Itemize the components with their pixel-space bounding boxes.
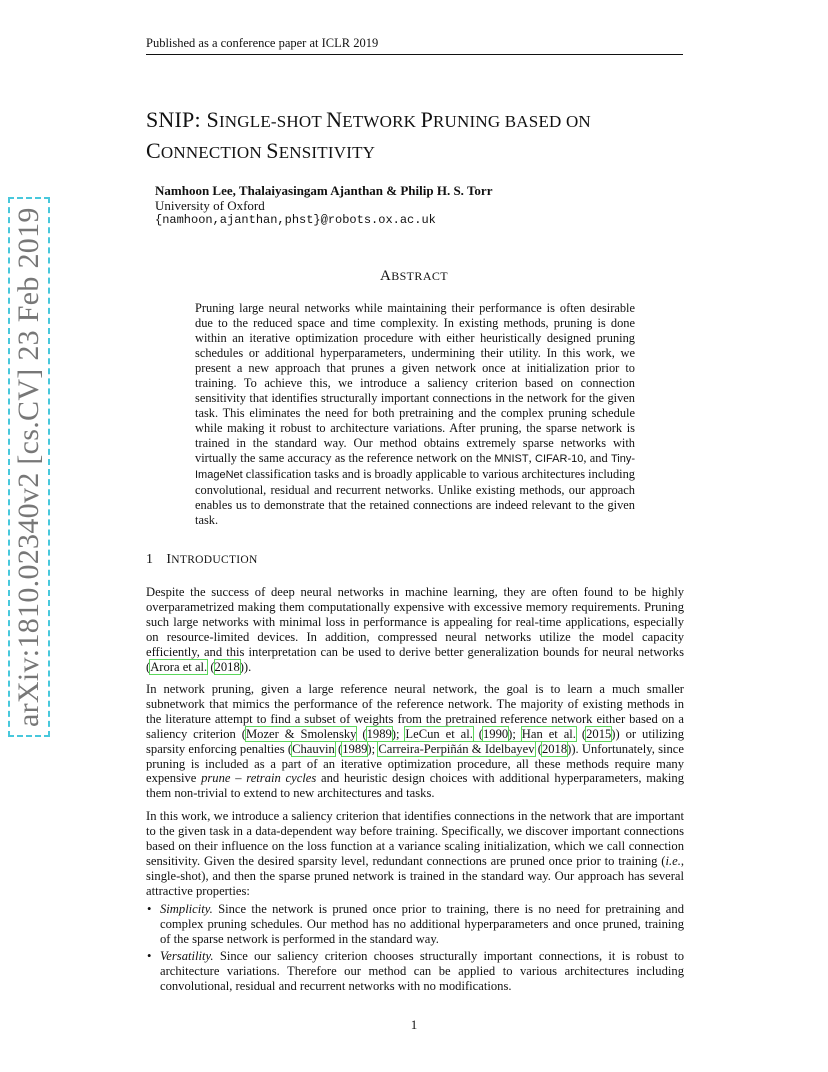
citation-carreira-year[interactable]: 2018 [541, 741, 568, 756]
page-number: 1 [410, 1017, 418, 1032]
section-number: 1 [146, 552, 154, 567]
dataset-mnist: MNIST [494, 453, 529, 465]
author-affiliation: University of Oxford [155, 198, 265, 213]
citation-arora[interactable]: Arora et al. [150, 659, 208, 674]
section-heading-introduction: 1 INTRODUCTION [146, 552, 258, 567]
intro-paragraph-1: Despite the success of deep neural networks in machine learning, they are often found to be highly overparametrized making them computationally expensive with excessive memory requirements. Pruning such large networks with minimal loss in performance is appealing for real-time applications, especially on resource-limited devices. In addition, compressed neural networks utilize the model capacity efficiently, and this interpretation can be used to derive better generalization bounds for neural networks (Arora et al. (2018)). [146, 585, 684, 674]
intro-paragraph-2: In network pruning, given a large reference neural network, the goal is to learn a much smaller subnetwork that mimics the performance of the reference network. The majority of existing methods in the literature attempt to find a subset of weights from the pretrained reference network either based on a saliency criterion (Mozer & Smolensky (1989); LeCun et al. (1990); Han et al. (2015)) or utilizing sparsity enforcing penalties (Chauvin (1989); Carreira-Perpiñán & Idelbayev (2018)). Unfortunately, since pruning is included as a part of an iterative optimization procedure, all these methods require many expensive prune – retrain cycles and heuristic design choices with additional hyperparameters, making them non-trivial to extend to new architectures and tasks. [146, 682, 685, 801]
citation-han[interactable]: Han et al. [521, 726, 576, 741]
running-header: Published as a conference paper at ICLR 2019 [146, 36, 683, 55]
author-names: Namhoon Lee, Thalaiyasingam Ajanthan & Philip H. S. Torr [155, 183, 493, 198]
dataset-tiny-imagenet: Tiny-ImageNet [195, 453, 636, 481]
citation-lecun[interactable]: LeCun et al. [405, 726, 473, 741]
abstract-text: Pruning large neural networks while maintaining their performance is often desirable due to the reduced space and time complexity. In existing methods, pruning is done within an iterative optimization procedure with either heuristically designed pruning schedules or additional hyperparameters, undermining their utility. In this work, we present a new approach that prunes a given network once at initialization prior to training. To achieve this, we introduce a saliency criterion based on connection sensitivity that identifies structurally important connections in the network for the given task. This eliminates the need for both pretraining and the complex pruning schedule while making it robust to architecture variations. After pruning, the sparse network is trained in the standard way. Our method obtains extremely sparse networks with virtually the same accuracy as the reference network on the MNIST, CIFAR-10, and Tiny-ImageNet classification tasks and is broadly applicable to various architectures including convolutional, residual and recurrent networks. Unlike existing methods, our approach enables us to demonstrate that the retained connections are indeed relevant to the given task. [195, 301, 636, 527]
citation-chauvin-year[interactable]: 1989 [342, 741, 368, 756]
abstract-heading: ABSTRACT [379, 268, 449, 284]
citation-arora-year[interactable]: 2018 [214, 659, 240, 674]
paper-title [146, 105, 706, 167]
list-item-simplicity: • Simplicity. Since the network is pruned once prior to training, there is no need for pretraining and complex pruning schedules. Our method has no additional hyperparameters and once pruned, training of the sparse network is performed in the standard way. [147, 902, 684, 946]
author-email: {namhoon,ajanthan,phst}@robots.ox.ac.uk [155, 213, 436, 227]
list-item-versatility: • Versatility. Since our saliency criterion chooses structurally important connections, it is robust to architecture variations. Therefore our method can be applied to various architectures including convolutional, residual and recurrent networks with no modifications. [147, 948, 684, 993]
bullet-dot-icon: • [147, 948, 152, 963]
citation-chauvin[interactable]: Chauvin [292, 741, 335, 756]
bullet-dot-icon: • [147, 902, 152, 916]
citation-mozer-year[interactable]: 1989 [366, 726, 392, 741]
arxiv-identifier-stamp[interactable]: arXiv:1810.02340v2 [cs.CV] 23 Feb 2019 [12, 201, 46, 733]
title-line-2: CONNECTION SENSITIVITY [146, 138, 376, 163]
title-line-1: SNIP: SINGLE-SHOT NETWORK PRUNING BASED ON [146, 107, 591, 132]
intro-paragraph-3: In this work, we introduce a saliency criterion that identifies connections in the network that are important to the given task in a data-dependent way before training. Specifically, we discover important connections based on their influence on the loss function at a variance scaling initialization, which we call connection sensitivity. Given the desired sparsity level, redundant connections are pruned once prior to training (i.e., single-shot), and then the sparse pruned network is trained in the standard way. Our approach has several attractive properties: [146, 809, 684, 898]
emphasis-prune-retrain: prune – retrain cycles [201, 771, 317, 786]
citation-han-year[interactable]: 2015 [586, 726, 612, 741]
citation-mozer[interactable]: Mozer & Smolensky [245, 726, 357, 741]
dataset-cifar10: CIFAR-10 [535, 453, 584, 465]
citation-lecun-year[interactable]: 1990 [482, 726, 509, 741]
author-block [155, 183, 492, 228]
citation-carreira[interactable]: Carreira-Perpiñán & Idelbayev [378, 741, 535, 756]
properties-list [146, 902, 684, 995]
